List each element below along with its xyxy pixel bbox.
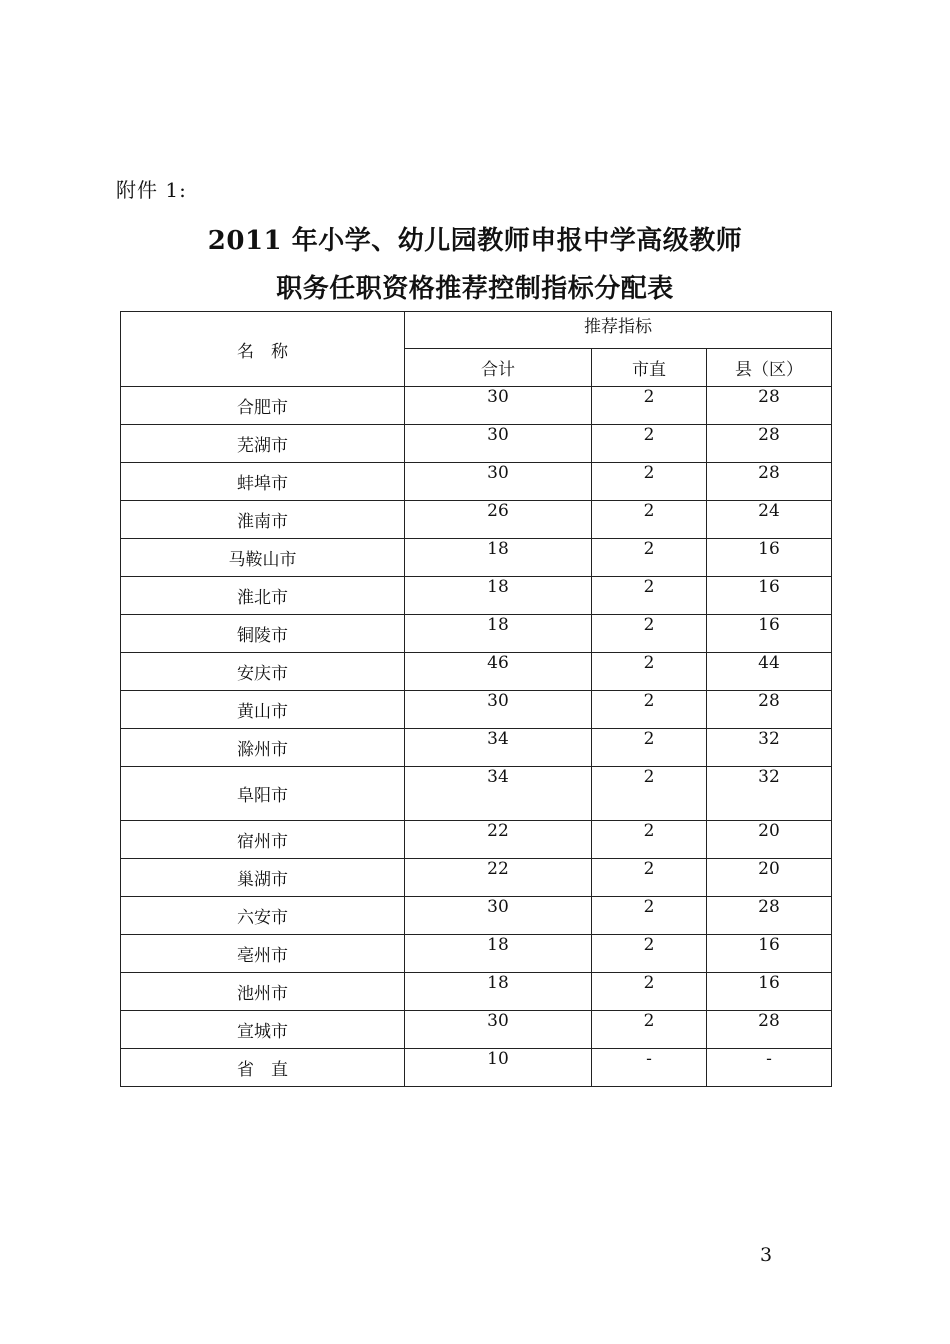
table-row (121, 897, 832, 935)
table-row (121, 859, 832, 897)
cell-city-direct: 2 (592, 729, 707, 767)
cell-total: 18 (405, 539, 592, 577)
cell-total: 18 (405, 577, 592, 615)
document-title-line-1: 2011 年小学、幼儿园教师申报中学高级教师 (207, 226, 743, 256)
cell-total: 18 (405, 935, 592, 973)
cell-total: 10 (405, 1049, 592, 1087)
cell-total: 22 (405, 821, 592, 859)
cell-total: 34 (405, 729, 592, 767)
header-total: 合计 (405, 349, 592, 387)
allocation-table (120, 311, 832, 1087)
cell-city-direct: 2 (592, 973, 707, 1011)
cell-name: 池州市 (121, 973, 405, 1011)
cell-county-district: 20 (707, 821, 832, 859)
cell-city-direct: 2 (592, 387, 707, 425)
cell-name: 淮北市 (121, 577, 405, 615)
table-row (121, 577, 832, 615)
cell-name: 省 直 (121, 1049, 405, 1087)
cell-county-district: 16 (707, 577, 832, 615)
cell-name: 亳州市 (121, 935, 405, 973)
cell-name: 淮南市 (121, 501, 405, 539)
cell-name: 马鞍山市 (121, 539, 405, 577)
cell-county-district: 32 (707, 729, 832, 767)
cell-county-district: 28 (707, 387, 832, 425)
cell-total: 30 (405, 897, 592, 935)
cell-total: 30 (405, 425, 592, 463)
cell-county-district: - (707, 1049, 832, 1087)
cell-city-direct: 2 (592, 897, 707, 935)
cell-total: 18 (405, 973, 592, 1011)
header-name: 名 称 (121, 312, 405, 387)
header-recommendation-quota: 推荐指标 (405, 312, 832, 349)
cell-name: 铜陵市 (121, 615, 405, 653)
table-row (121, 615, 832, 653)
table-row (121, 935, 832, 973)
cell-name: 安庆市 (121, 653, 405, 691)
cell-total: 46 (405, 653, 592, 691)
cell-city-direct: 2 (592, 767, 707, 821)
cell-city-direct: 2 (592, 1011, 707, 1049)
table-row (121, 501, 832, 539)
cell-total: 30 (405, 463, 592, 501)
cell-city-direct: 2 (592, 577, 707, 615)
cell-county-district: 28 (707, 1011, 832, 1049)
cell-city-direct: 2 (592, 425, 707, 463)
cell-county-district: 24 (707, 501, 832, 539)
table-row (121, 767, 832, 821)
cell-city-direct: 2 (592, 539, 707, 577)
cell-total: 30 (405, 691, 592, 729)
table-row (121, 821, 832, 859)
table-row (121, 463, 832, 501)
cell-city-direct: 2 (592, 935, 707, 973)
table-row (121, 425, 832, 463)
table-row (121, 691, 832, 729)
header-city-direct: 市直 (592, 349, 707, 387)
table-row (121, 1049, 832, 1087)
table-row (121, 1011, 832, 1049)
cell-total: 18 (405, 615, 592, 653)
cell-county-district: 16 (707, 935, 832, 973)
cell-county-district: 28 (707, 691, 832, 729)
cell-county-district: 32 (707, 767, 832, 821)
cell-county-district: 28 (707, 425, 832, 463)
cell-county-district: 28 (707, 897, 832, 935)
page-number: 3 (760, 1244, 773, 1266)
cell-total: 30 (405, 1011, 592, 1049)
cell-county-district: 44 (707, 653, 832, 691)
header-county-district: 县（区） (707, 349, 832, 387)
cell-county-district: 16 (707, 973, 832, 1011)
table-row (121, 653, 832, 691)
table-body (121, 387, 832, 1087)
cell-name: 巢湖市 (121, 859, 405, 897)
cell-total: 30 (405, 387, 592, 425)
cell-total: 34 (405, 767, 592, 821)
cell-name: 宿州市 (121, 821, 405, 859)
cell-total: 26 (405, 501, 592, 539)
cell-name: 宣城市 (121, 1011, 405, 1049)
cell-city-direct: 2 (592, 501, 707, 539)
cell-county-district: 16 (707, 615, 832, 653)
cell-total: 22 (405, 859, 592, 897)
attachment-label: 附件 1: (116, 178, 187, 202)
cell-county-district: 16 (707, 539, 832, 577)
cell-name: 蚌埠市 (121, 463, 405, 501)
document-title-line-2: 职务任职资格推荐控制指标分配表 (276, 274, 674, 304)
table-row (121, 539, 832, 577)
cell-county-district: 28 (707, 463, 832, 501)
cell-city-direct: - (592, 1049, 707, 1087)
cell-city-direct: 2 (592, 821, 707, 859)
cell-city-direct: 2 (592, 691, 707, 729)
cell-county-district: 20 (707, 859, 832, 897)
cell-city-direct: 2 (592, 653, 707, 691)
cell-city-direct: 2 (592, 463, 707, 501)
cell-name: 六安市 (121, 897, 405, 935)
cell-name: 阜阳市 (121, 767, 405, 821)
cell-name: 黄山市 (121, 691, 405, 729)
table-row (121, 729, 832, 767)
cell-name: 芜湖市 (121, 425, 405, 463)
cell-city-direct: 2 (592, 859, 707, 897)
table-row (121, 387, 832, 425)
cell-name: 滁州市 (121, 729, 405, 767)
cell-city-direct: 2 (592, 615, 707, 653)
table-row (121, 973, 832, 1011)
cell-name: 合肥市 (121, 387, 405, 425)
